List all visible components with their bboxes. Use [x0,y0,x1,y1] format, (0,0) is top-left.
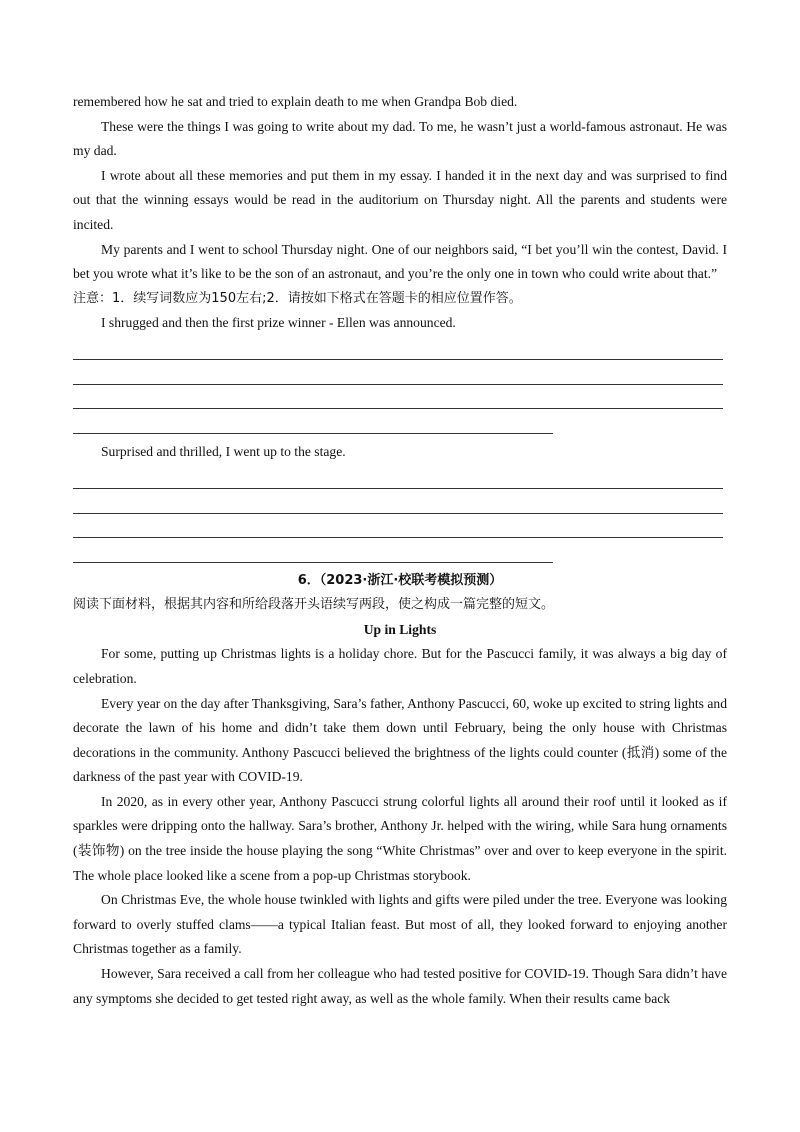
paragraph: However, Sara received a call from her colleague who had tested positive for COVID-19. Though Sara didn’t have any symptoms she decided to get tested right away, as well as the whole family. When their results came back [73,966,727,1006]
answer-line [73,360,723,385]
writing-note: 注意：1．续写词数应为150左右;2．请按如下格式在答题卡的相应位置作答。 [73,290,522,306]
paragraph: In 2020, as in every other year, Anthony Pascucci strung colorful lights all around their roof until it looked as if sparkles were dripping onto the hallway. Sara’s brother, Anthony Jr. helped with the wiring, while Sara hung ornaments (装饰物) on the tree inside the house playing the song “White Christmas” over and over to keep everyone in the spirit. The whole place looked like a scene from a pop-up Christmas storybook. [73,793,727,883]
paragraph: Every year on the day after Thanksgiving, Sara’s father, Anthony Pascucci, 60, woke up excited to string lights and decorate the lawn of his home and didn’t take them down until February, being the only house with Christmas decorations in the community. Anthony Pascucci believed the brightness of the lights could counter (抵消) some of the darkness of the past year with COVID-19. [73,695,727,785]
answer-line [73,409,553,434]
passage-title: Up in Lights [363,621,437,637]
paragraph: These were the things I was going to write about my dad. To me, he wasn’t just a world-famous astronaut. He was my dad. [73,118,727,159]
question-number: 6．（2023·浙江·校联考模拟预测） [297,572,503,588]
continuation-prompt-2: Surprised and thrilled, I went up to the stage. [101,443,346,459]
paragraph: My parents and I went to school Thursday night. One of our neighbors said, “I bet you’ll win the contest, David. I bet you wrote what it’s like to be the son of an astronaut, and you’re the only one in town who could write about that.” [73,241,727,282]
question-instruction: 阅读下面材料，根据其内容和所给段落开头语续写两段，使之构成一篇完整的短文。 [73,597,555,613]
answer-line [73,385,723,410]
answer-line [73,465,723,490]
answer-line [73,489,723,514]
paragraph: remembered how he sat and tried to explain death to me when Grandpa Bob died. [73,94,518,109]
paragraph: On Christmas Eve, the whole house twinkled with lights and gifts were piled under the tree. Everyone was looking forward to overly stuffed clams——a typical Italian feast. But most of all, they looked forward to enjoying another Christmas together as a family. [73,892,727,957]
paragraph: For some, putting up Christmas lights is a holiday chore. But for the Pascucci family, it was always a big day of celebration. [73,646,727,686]
document-page [73,90,727,1011]
continuation-prompt-1: I shrugged and then the first prize winner - Ellen was announced. [101,315,456,331]
paragraph: I wrote about all these memories and put them in my essay. I handed it in the next day and was surprised to find out that the winning essays would be read in the auditorium on Thursday night. All the parents and students were incited. [73,167,727,232]
answer-line [73,336,723,361]
answer-line [73,514,723,539]
answer-line [73,538,553,563]
